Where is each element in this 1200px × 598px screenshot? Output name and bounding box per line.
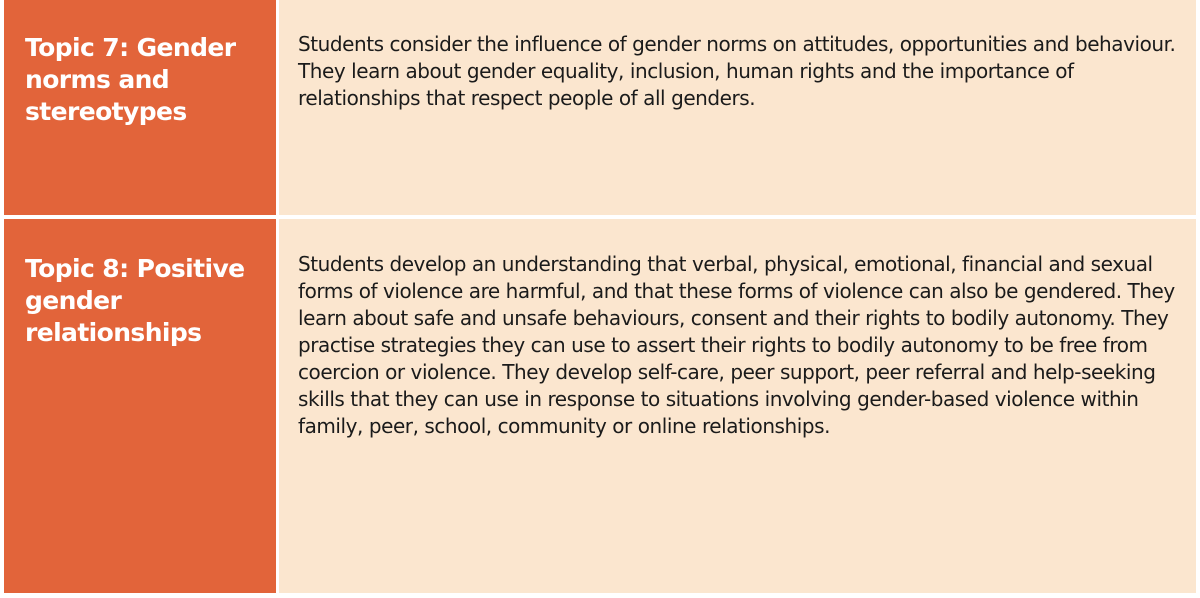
table-row-topic-7 [0,0,1200,215]
topic-cell [4,219,276,593]
topic-description: Students develop an understanding that verbal, physical, emotional, financial and sexual forms of violence are harmful, and that these forms of violence can also be gendered. They learn about safe and unsafe behaviours, consent and their rights to bodily autonomy. They practise strategies they can use to assert their rights to bodily autonomy to be free from coercion or violence. They develop self-care, peer support, peer referral and help-seeking skills that they can use in response to situations involving gender-based violence within family, peer, school, community or online relationships. [298,252,1175,438]
topic-title: Topic 8: Positive gender relationships [25,254,245,347]
description-cell [279,219,1196,593]
topic-title: Topic 7: Gender norms and stereotypes [25,33,236,126]
topic-cell [4,0,276,215]
topic-description: Students consider the influence of gender norms on attitudes, opportunities and behaviour. They learn about gender equality, inclusion, human rights and the importance of relationships that respect people of all genders. [298,32,1176,110]
table-row-topic-8 [0,219,1200,593]
description-cell [279,0,1196,215]
